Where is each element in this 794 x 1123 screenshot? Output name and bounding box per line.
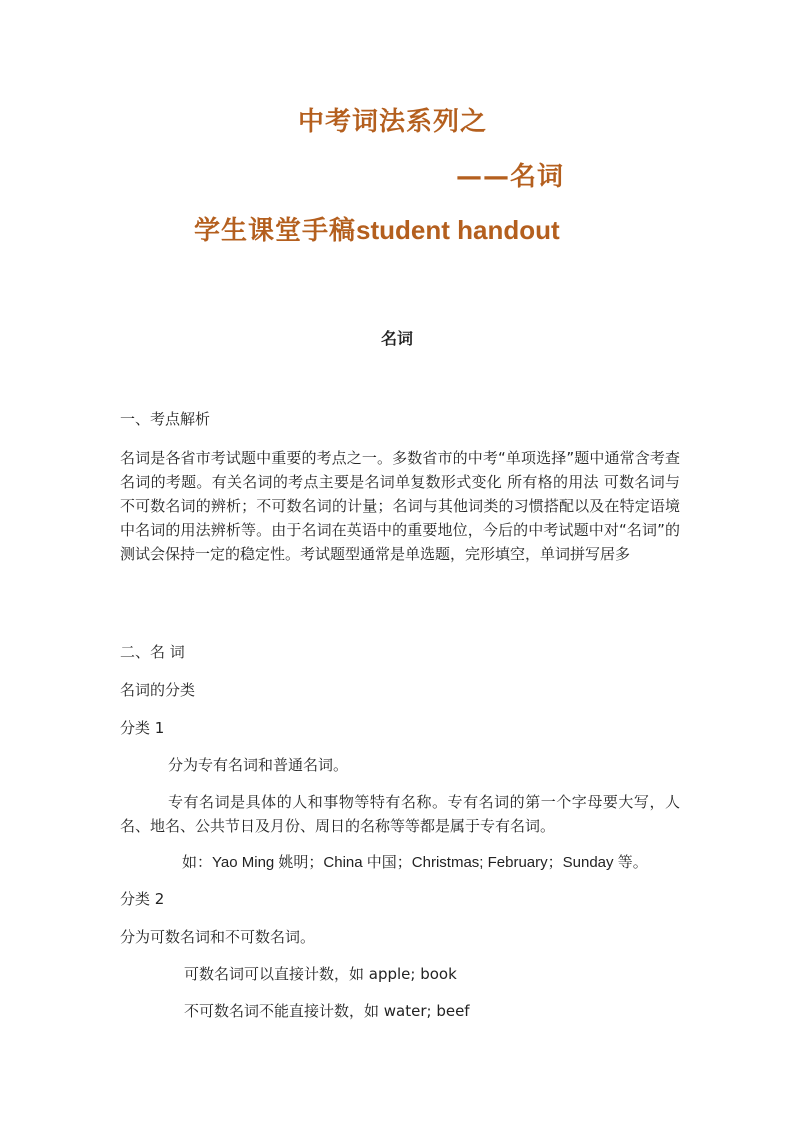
class2-line1: 分为可数名词和不可数名词。 bbox=[120, 928, 316, 946]
class1-line1: 分为专有名词和普通名词。 bbox=[168, 756, 349, 774]
section-heading: 名词 bbox=[380, 329, 413, 348]
title-line-3 bbox=[194, 210, 560, 247]
part1-paragraph: 名词是各省市考试题中重要的考点之一。多数省市的中考“单项选择”题中通常含考查名词的考题。有关名词的考点主要是名词单复数形式变化 所有格的用法 可数名词与不可数名词的辨析；不可数名词的计量；名词与其他词类的习惯搭配以及在特定语境中名词的用法辨析等。由于名词在英语中的重要地位，今后的中考试题中对“名词”的测试会保持一定的稳定性。考试题型通常是单选题，完形填空，单词拼写居多 bbox=[120, 449, 680, 563]
part2-sub-heading: 名词的分类 bbox=[120, 681, 196, 699]
class2-uncountable: 不可数名词不能直接计数，如 water; beef bbox=[184, 1002, 470, 1020]
class2-countable: 可数名词可以直接计数，如 apple; book bbox=[184, 965, 457, 983]
class1-label: 分类 1 bbox=[120, 719, 165, 737]
class2-label: 分类 2 bbox=[120, 890, 165, 908]
title-line-1: 中考词法系列之 bbox=[298, 107, 488, 137]
class1-example: 如：Yao Ming 姚明；China 中国；Christmas; February；Sunday 等。 bbox=[182, 854, 648, 871]
title-line-2: ——名词 bbox=[456, 162, 565, 192]
title-line-3-english: student handout bbox=[356, 215, 560, 245]
title-line-3-chinese: 学生课堂手稿 bbox=[194, 216, 357, 246]
part1-heading: 一、考点解析 bbox=[120, 410, 211, 428]
class1-line2: 专有名词是具体的人和事物等特有名称。专有名词的第一个字母要大写，人名、地名、公共节日及月份、周日的名称等等都是属于专有名词。 bbox=[120, 793, 680, 835]
part2-heading: 二、名 词 bbox=[120, 643, 185, 661]
